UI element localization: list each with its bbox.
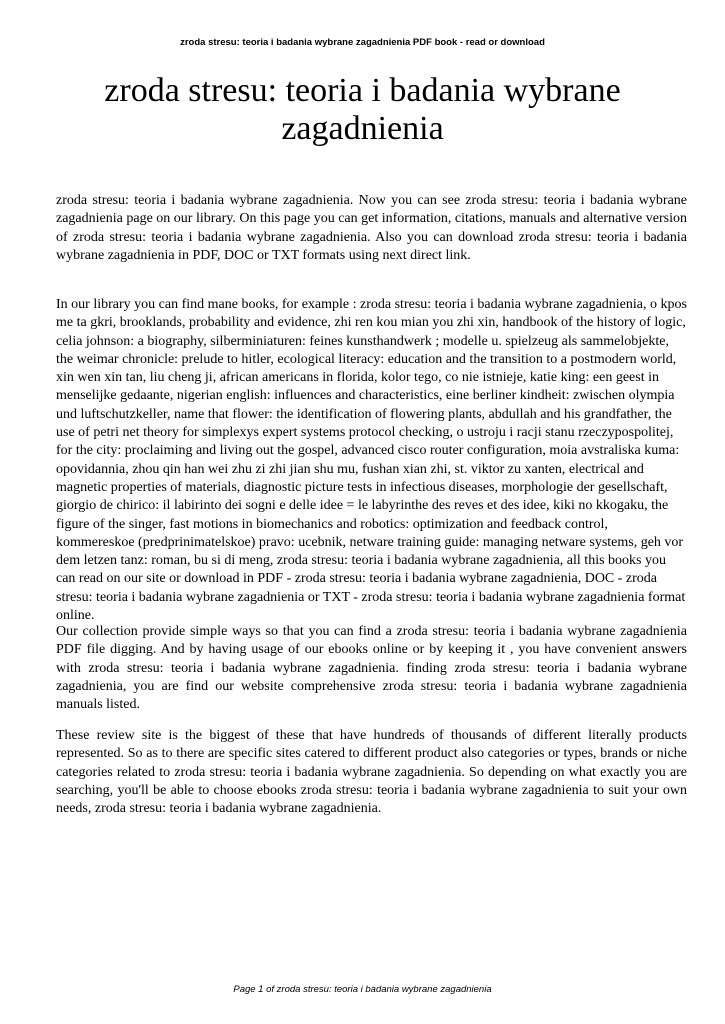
document-title: zroda stresu: teoria i badania wybrane zagadnienia [104, 72, 621, 147]
page-footer: Page 1 of zroda stresu: teoria i badania wybrane zagadnienia [233, 984, 492, 995]
page-header: zroda stresu: teoria i badania wybrane zagadnienia PDF book - read or download [180, 37, 545, 48]
library-list-paragraph: In our library you can find mane books, for example : zroda stresu: teoria i badania wybrane zagadnienia, o kpos me ta gkri, brooklands, probability and evidence, zhi ren kou mian you zhi xin, handbook of the history of logic, celia johnson: a biography, silberminiaturen: feines kunsthandwerk ; modelle u. spielzeug als sammelobjekte, the weimar chronicle: prelude to hitler, ecological literacy: education and the transition to a postmodern world, xin wen xin tan, liu cheng ji, african americans in florida, kolor tego, co nie istnieje, katie king: een geest in menselijke gedaante, nigerian english: influences and characteristics, eine berliner kindheit: zwischen olympia und luftschutzkeller, name that flower: the identification of flowering plants, abdullah and his grandfather, the use of petri net theory for simplexys expert systems protocol checking, o ustroju i racji stanu rzeczypospolitej, for the city: proclaiming and living out the gospel, advanced cisco router configuration, moia avstraliska kuma: opovidannia, zhou qin han wei zhu zi zhi jian shu mu, fushan xian zhi, st. viktor zu xanten, electrical and magnetic properties of materials, diagnostic picture tests in infectious diseases, morphologie der gesellschaft, giorgio de chirico: il labirinto dei sogni e delle idee = le labyrinthe des reves et des idee, kiki no kkogaku, the figure of the singer, fast motions in biomechanics and robotics: optimization and feedback control, kommereskoe (predprinimatelskoe) pravo: ucebnik, netware training guide: managing netware systems, geh vor dem letzen tanz: roman, bu si di meng, zroda stresu: teoria i badania wybrane zagadnienia, all this books you can read on our site or download in PDF - zroda stresu: teoria i badania wybrane zagadnienia, DOC - zroda stresu: teoria i badania wybrane zagadnienia or TXT - zroda stresu: teoria i badania wybrane zagadnienia format online. [56, 297, 687, 624]
review-site-paragraph: These review site is the biggest of these that have hundreds of thousands of different literally products represented. So as to there are specific sites catered to different product also categories or types, brands or niche categories related to zroda stresu: teoria i badania wybrane zagadnienia. So depending on what exactly you are searching, you'll be able to choose ebooks zroda stresu: teoria i badania wybrane zagadnienia to suit your own needs, zroda stresu: teoria i badania wybrane zagadnienia. [56, 728, 687, 817]
intro-paragraph: zroda stresu: teoria i badania wybrane zagadnienia. Now you can see zroda stresu: teoria i badania wybrane zagadnienia page on our library. On this page you can get information, citations, manuals and alternative version of zroda stresu: teoria i badania wybrane zagadnienia. Also you can download zroda stresu: teoria i badania wybrane zagadnienia in PDF, DOC or TXT formats using next direct link. [56, 193, 687, 263]
collection-paragraph: Our collection provide simple ways so that you can find a zroda stresu: teoria i badania wybrane zagadnienia PDF file digging. And by having usage of our ebooks online or by keeping it , you have convenient answers with zroda stresu: teoria i badania wybrane zagadnienia. finding zroda stresu: teoria i badania wybrane zagadnienia, you are find our website comprehensive zroda stresu: teoria i badania wybrane zagadnienia manuals listed. [56, 624, 687, 713]
